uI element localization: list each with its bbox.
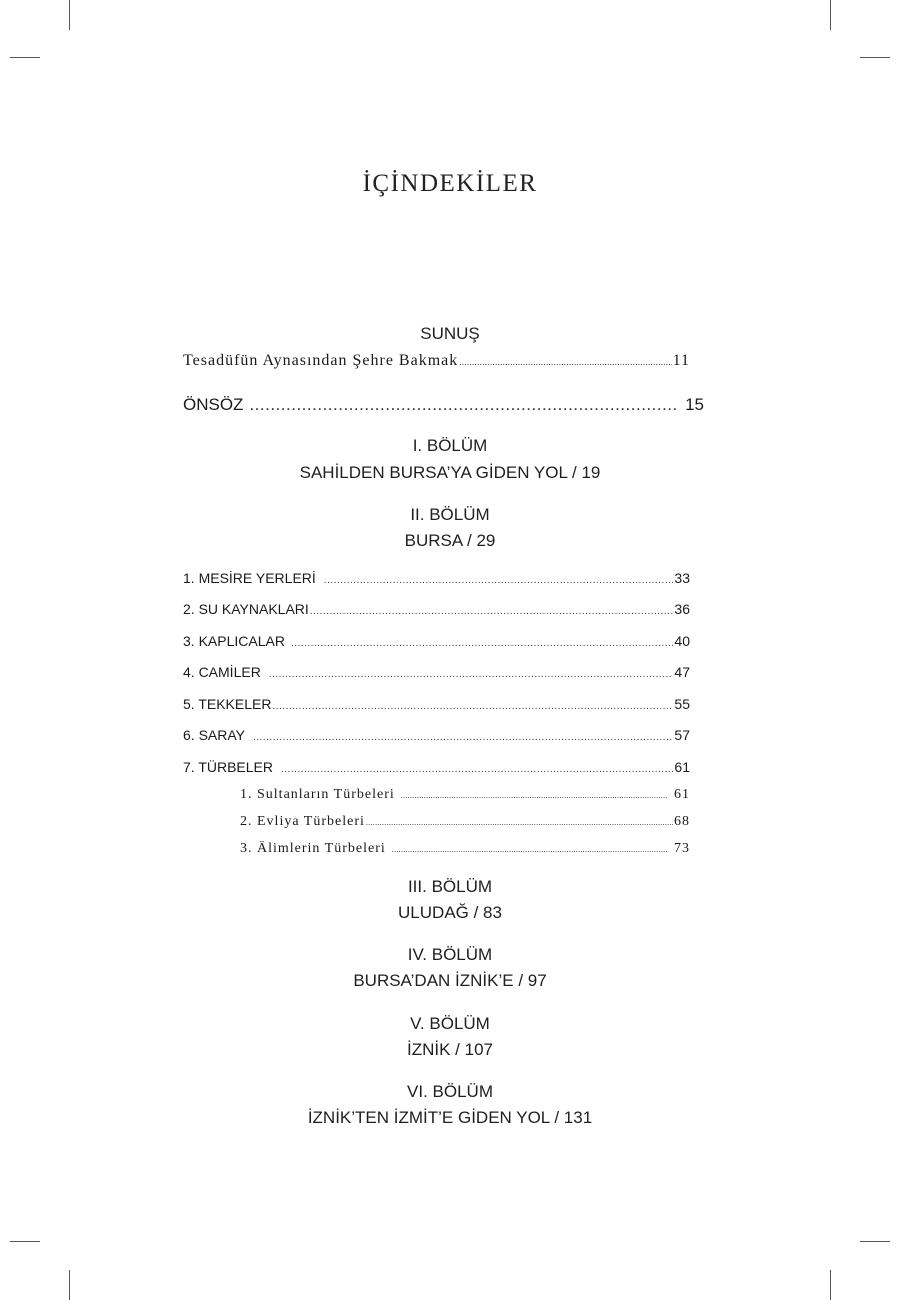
part-subtitle[interactable]: İZNİK / 107	[407, 1040, 493, 1059]
leader-dots	[249, 395, 679, 415]
toc-entry[interactable]	[183, 633, 690, 649]
page-title: İÇİNDEKİLER	[362, 170, 538, 197]
toc-entry[interactable]	[183, 664, 690, 680]
part-subtitle[interactable]: İZNİK’TEN İZMİT’E GİDEN YOL / 131	[307, 1108, 593, 1127]
toc-subentry-page: 73	[674, 841, 690, 856]
toc-subentry[interactable]	[240, 814, 690, 830]
toc-entry-page: 40	[674, 633, 690, 649]
toc-entry-page: 11	[672, 352, 690, 369]
toc-subentry[interactable]	[240, 787, 690, 803]
toc-entry-label: 4. CAMİLER	[183, 664, 261, 680]
leader-dots	[366, 818, 673, 827]
toc-entry-page: 36	[674, 601, 690, 617]
toc-entry[interactable]	[183, 727, 690, 743]
toc-subentry-label: 1. Sultanların Türbeleri	[240, 787, 395, 802]
toc-entry-label: ÖNSÖZ	[183, 395, 244, 414]
toc-entry-page: 47	[674, 664, 690, 680]
part-heading: II. BÖLÜM	[410, 505, 490, 524]
leader-dots	[459, 357, 671, 367]
crop-mark	[830, 1270, 831, 1300]
toc-entry-page: 33	[674, 570, 690, 586]
part-heading: IV. BÖLÜM	[407, 945, 493, 964]
leader-dots	[392, 845, 668, 854]
toc-entry[interactable]	[183, 601, 690, 617]
leader-dots	[281, 764, 673, 775]
part-heading: V. BÖLÜM	[410, 1014, 490, 1033]
crop-mark	[69, 1270, 70, 1300]
leader-dots	[253, 732, 673, 743]
part-subtitle[interactable]: BURSA / 29	[404, 531, 496, 550]
toc-entry-page: 15	[685, 395, 704, 414]
crop-mark	[860, 57, 890, 58]
part-subtitle[interactable]: SAHİLDEN BURSA’YA GİDEN YOL / 19	[299, 463, 601, 482]
leader-dots	[324, 575, 674, 586]
part-subtitle[interactable]: BURSA’DAN İZNİK’E / 97	[353, 971, 547, 990]
crop-mark	[830, 0, 831, 30]
toc-entry[interactable]	[183, 570, 690, 586]
crop-mark	[10, 1241, 40, 1242]
toc-entry-onsoz[interactable]	[183, 395, 704, 415]
toc-entry-label: 2. SU KAYNAKLARI	[183, 601, 309, 617]
toc-entry-label: 3. KAPLICALAR	[183, 633, 285, 649]
part-heading: III. BÖLÜM	[407, 877, 493, 896]
leader-dots	[291, 638, 673, 649]
leader-dots	[269, 669, 674, 680]
toc-entry[interactable]	[183, 759, 690, 775]
toc-entry-page: 55	[674, 696, 690, 712]
toc-entry-sunus[interactable]	[183, 352, 690, 370]
toc-subentry-label: 2. Evliya Türbeleri	[240, 814, 365, 829]
crop-mark	[10, 57, 40, 58]
toc-entry-page: 57	[674, 727, 690, 743]
toc-entry-label: 7. TÜRBELER	[183, 759, 273, 775]
toc-entry-label: 1. MESİRE YERLERİ	[183, 570, 316, 586]
toc-subentry-page: 68	[674, 814, 690, 829]
leader-dots	[310, 606, 674, 617]
leader-dots	[272, 701, 673, 712]
crop-mark	[860, 1241, 890, 1242]
toc-entry-label: Tesadüfün Aynasından Şehre Bakmak	[183, 352, 459, 369]
toc-subentry[interactable]	[240, 841, 690, 857]
sunus-heading: SUNUŞ	[420, 324, 480, 343]
leader-dots	[401, 791, 668, 800]
crop-mark	[69, 0, 70, 30]
toc-entry-page: 61	[674, 759, 690, 775]
toc-subentry-page: 61	[674, 787, 690, 802]
toc-subentry-label: 3. Âlimlerin Türbeleri	[240, 841, 386, 856]
toc-entry[interactable]	[183, 696, 690, 712]
part-heading: I. BÖLÜM	[412, 436, 488, 455]
part-heading: VI. BÖLÜM	[407, 1082, 493, 1101]
part-subtitle[interactable]: ULUDAĞ / 83	[398, 903, 502, 922]
toc-entry-label: 5. TEKKELER	[183, 696, 272, 712]
toc-entry-label: 6. SARAY	[183, 727, 245, 743]
